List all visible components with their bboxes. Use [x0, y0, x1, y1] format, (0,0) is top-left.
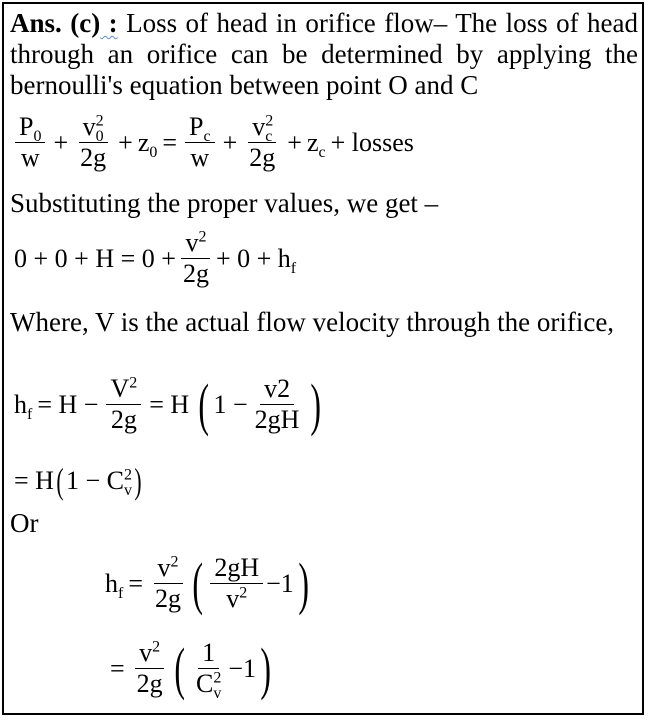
answer-box	[2, 2, 644, 715]
velocity-head-fraction: $\frac{v^2}{2g}$	[182, 228, 209, 288]
losses-term: + losses	[330, 127, 414, 157]
elevation-term-c: $z_c$	[306, 127, 326, 161]
substituted-equation: 0 + 0 + H = 0 + $\frac{v^2}{2g}$ + $0 + h_f$	[14, 228, 297, 288]
velocity-term-o: $\frac{v^2_0}{2g}$	[80, 112, 107, 172]
alternate-head-loss-equation: $h_f$ = $\frac{v^2}{2g}$ ( $\frac{2gH}{v^2}$ −1 )	[105, 550, 309, 616]
elevation-term-o: $z_0$	[137, 127, 158, 161]
pressure-term-c: $\frac{P_c}{w}$	[185, 112, 215, 173]
pressure-term-o: $\frac{P_0}{w}$	[15, 112, 45, 173]
final-head-loss-equation: = $\frac{v^2}{2g}$ ( $\frac{1}{C^2_v}$ −1 )	[110, 635, 271, 703]
where-paragraph: Where, V is the actual flow velocity through the orifice,	[10, 307, 615, 337]
bernoulli-equation: $\frac{P_0}{w}$ + $\frac{v^2_0}{2g}$ + $z_0$ = $\frac{P_c}{w}$ + $\frac{v^2_c}{2g}$ + $z_c$ + losses	[12, 112, 419, 173]
head-loss-equation: $h_f$ = H − $\frac{V^2}{2g}$ = H ( 1 − $\frac{v2}{2gH}$ )	[14, 371, 322, 437]
substitute-text: Substituting the proper values, we get –	[10, 188, 439, 218]
intro-paragraph	[10, 8, 638, 101]
or-text: Or	[10, 508, 39, 538]
velocity-term-c: $\frac{v^2_c}{2g}$	[249, 112, 276, 172]
answer-label: Ans. (c) :	[10, 8, 118, 38]
head-loss-cv-equation: = H ( $1 - C^2_v$ )	[14, 461, 142, 501]
intro-text: Loss of head in orifice flow– The loss of head through an orifice can be determined by applying the bernoulli's equation between point O and C	[10, 8, 638, 100]
